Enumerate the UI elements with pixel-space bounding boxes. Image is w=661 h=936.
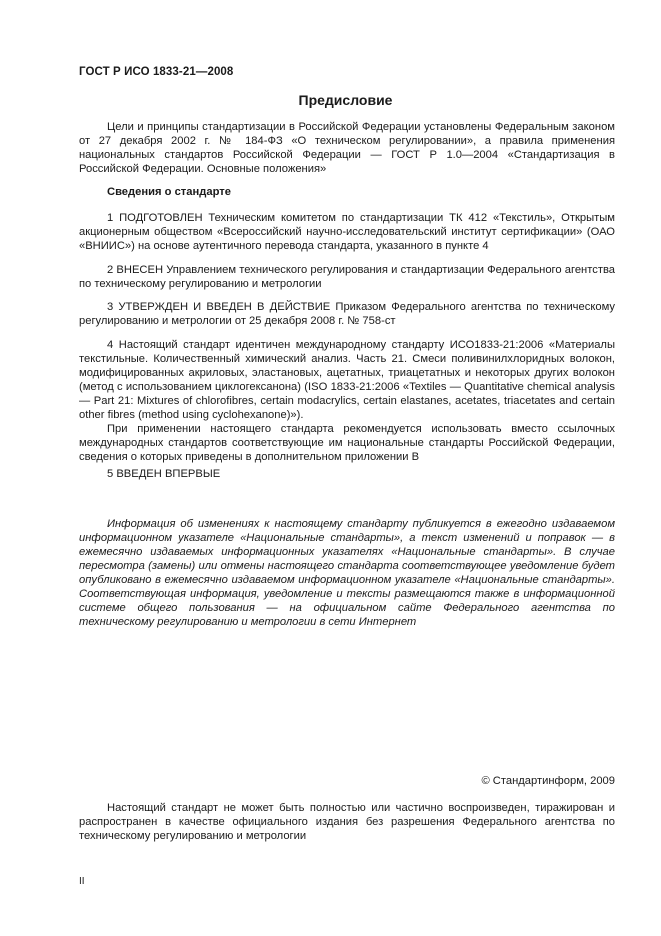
list-item: 4 Настоящий стандарт идентичен международному стандарту ИСО1833-21:2006 «Материалы текстильные. Количественный химический анализ. Часть 21. Смеси поливинилхлоридных волокон, модифицированных акриловых, эластановых, ацетатных, триацетатных и некоторых других волокон (метод с использованием циклогексанона) (ISO 1833-21:2006 «Textiles — Quantitative chemical analysis — Part 21: Mixtures of chlorofibres, certain modacrylics, certain elastanes, acetates, triacetates and certain other fibres (method using cyclohexanone)»). [79,339,615,421]
intro-block [79,120,615,176]
notice-paragraph: Информация об изменениях к настоящему стандарту публикуется в ежегодно издаваемом информационном указателе «Национальные стандарты», а текст изменений и поправок — в ежемесячно издаваемых информационных указателях «Национальные стандарты». В случае пересмотра (замены) или отмены настоящего стандарта соответствующее уведомление будет опубликовано в ежемесячно издаваемом информационном указателе «Национальные стандарты». Соответствующая информация, уведомление и тексты размещаются также в информационной системе общего пользования — на официальном сайте Федерального агентства по техническому регулированию и метрологии в сети Интернет [79,518,615,628]
list-item: 5 ВВЕДЕН ВПЕРВЫЕ [107,468,221,480]
footer-note-block [79,801,615,843]
item-3-block [79,300,615,328]
notice-block [79,517,615,629]
item-5-block [79,467,615,481]
list-item: 2 ВНЕСЕН Управлением технического регулирования и стандартизации Федерального агентства по техническому регулированию и метрологии [79,264,615,290]
list-item: 3 УТВЕРЖДЕН И ВВЕДЕН В ДЕЙСТВИЕ Приказом Федерального агентства по техническому регулированию и метрологии от 25 декабря 2008 г. № 758-ст [79,301,615,327]
footer-note: Настоящий стандарт не может быть полностью или частично воспроизведен, тиражирован и распространен в качестве официального издания без разрешения Федерального агентства по техническому регулированию и метрологии [79,802,615,842]
list-item: 1 ПОДГОТОВЛЕН Техническим комитетом по стандартизации ТК 412 «Текстиль», Открытым акционерным обществом «Всероссийский научно-исследовательский институт сертификации» (ОАО «ВНИИС») на основе аутентичного перевода стандарта, указанного в пункте 4 [79,212,615,252]
intro-paragraph: Цели и принципы стандартизации в Российской Федерации установлены Федеральным законом от 27 декабря 2002 г. № 184-ФЗ «О техническом регулировании», а правила применения национальных стандартов Российской Федерации — ГОСТ Р 1.0—2004 «Стандартизация в Российской Федерации. Основные положения» [79,121,615,175]
subheading-block [79,185,615,199]
document-header: ГОСТ Р ИСО 1833-21—2008 [79,66,234,78]
section-subheading: Сведения о стандарте [107,186,231,198]
page-number: II [79,876,85,887]
list-item-note: При применении настоящего стандарта рекомендуется использовать вместо ссылочных международных стандартов соответствующие им национальные стандарты Российской Федерации, сведения о которых приведены в дополнительном приложении В [79,423,615,463]
item-2-block [79,263,615,291]
item-1-block [79,211,615,253]
item-4-block [79,338,615,464]
page-title: Предисловие [298,92,393,108]
copyright: © Стандартинформ, 2009 [481,775,615,787]
